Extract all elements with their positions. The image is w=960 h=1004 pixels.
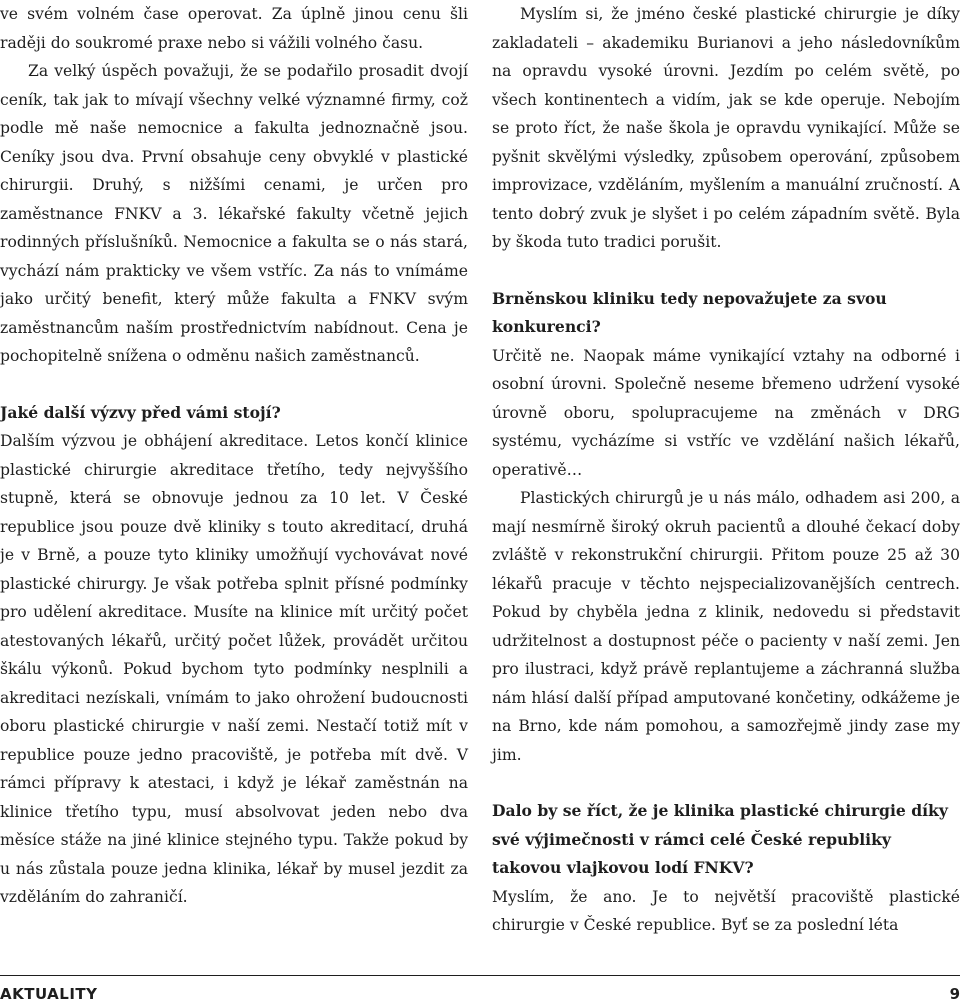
paragraph: ve svém volném čase operovat. Za úplně jinou cenu šli raději do soukromé praxe nebo si vážili volného času. xyxy=(0,5,468,52)
section-label: AKTUALITY xyxy=(0,985,98,1003)
interview-question: Dalo by se říct, že je klinika plastické chirurgie díky své výjimečnosti v rámci celé České republiky takovou vlajkovou lodí FNKV? xyxy=(492,801,948,877)
paragraph: Dalším výzvou je obhájení akreditace. Letos končí klinice plastické chirurgie akreditace třetího, tedy nejvyššího stupně, která se obnovuje jednou za 10 let. V České republice jsou pouze dvě kliniky s touto akreditací, druhá je v Brně, a pouze tyto kliniky umožňují vychovávat nové plastické chirurgy. Je však potřeba splnit přísné podmínky pro udělení akreditace. Musíte na klinice mít určitý počet atestovaných lékařů, určitý počet lůžek, provádět určitou škálu výkonů. Pokud bychom tyto podmínky nesplnili a akreditaci nezískali, vnímám to jako ohrožení budoucnosti oboru plastické chirurgie v naší zemi. Nestačí totiž mít v republice pouze jedno pracoviště, je potřeba mít dvě. V rámci přípravy k atestaci, i když je lékař zaměstnán na klinice třetího typu, musí absolvovat jeden nebo dva měsíce stáže na jiné klinice stejného typu. Takže pokud by u nás zůstala pouze jedna klinika, lékař by musel jezdit za vzděláním do zahraničí. xyxy=(0,432,468,906)
paragraph: Určitě ne. Naopak máme vynikající vztahy na odborné i osobní úrovni. Společně neseme břemeno udržení vysoké úrovně oboru, spolupracujeme na změnách v DRG systému, vycházíme si vstříc ve vzdělání našich lékařů, operativě… xyxy=(492,346,960,479)
interview-question: Brněnskou kliniku tedy nepovažujete za svou konkurenci? xyxy=(492,288,887,336)
page-footer xyxy=(0,975,960,1003)
page-number: 9 xyxy=(949,985,960,1003)
right-column xyxy=(492,0,960,940)
paragraph: Myslím, že ano. Je to největší pracoviště plastické chirurgie v České republice. Byť se za poslední léta xyxy=(492,887,960,934)
paragraph: Plastických chirurgů je u nás málo, odhadem asi 200, a mají nesmírně široký okruh pacientů a dlouhé čekací doby zvláště v rekonstrukční chirurgii. Přitom pouze 25 až 30 lékařů pracuje v těchto nejspecializovanějších centrech. Pokud by chyběla jedna z klinik, nedovedu si představit udržitelnost a dostupnost péče o pacienty v naší zemi. Jen pro ilustraci, když právě replantujeme a záchranná služba nám hlásí další případ amputované končetiny, odkážeme je na Brno, kde nám pomohou, a samozřejmě jindy zase my jim. xyxy=(492,489,960,764)
paragraph: Za velký úspěch považuji, že se podařilo prosadit dvojí ceník, tak jak to mívají všechny velké významné firmy, což podle mě naše nemocnice a fakulta jednoznačně jsou. Ceníky jsou dva. První obsahuje ceny obvyklé v plastické chirurgii. Druhý, s nižšími cenami, je určen pro zaměstnance FNKV a 3. lékařské fakulty včetně jejich rodinných příslušníků. Nemocnice a fakulta se o nás stará, vychází nám prakticky ve všem vstříc. Za nás to vnímáme jako určitý benefit, který může fakulta a FNKV svým zaměstnancům naším prostřednictvím nabídnout. Cena je pochopitelně snížena o odměnu našich zaměstnanců. xyxy=(0,62,468,365)
left-column xyxy=(0,0,468,912)
interview-question: Jaké další výzvy před vámi stojí? xyxy=(0,402,281,422)
paragraph: Myslím si, že jméno české plastické chirurgie je díky zakladateli – akademiku Burianovi a jeho následovníkům na opravdu vysoké úrovni. Jezdím po celém světě, po všech kontinentech a vidím, jak se kde operuje. Nebojím se proto říct, že naše škola je opravdu vynikající. Může se pyšnit skvělými výsledky, způsobem operování, způsobem improvizace, vzděláním, myšlením a manuální zručností. A tento dobrý zvuk je slyšet i po celém západním světě. Byla by škoda tuto tradici porušit. xyxy=(492,5,960,251)
